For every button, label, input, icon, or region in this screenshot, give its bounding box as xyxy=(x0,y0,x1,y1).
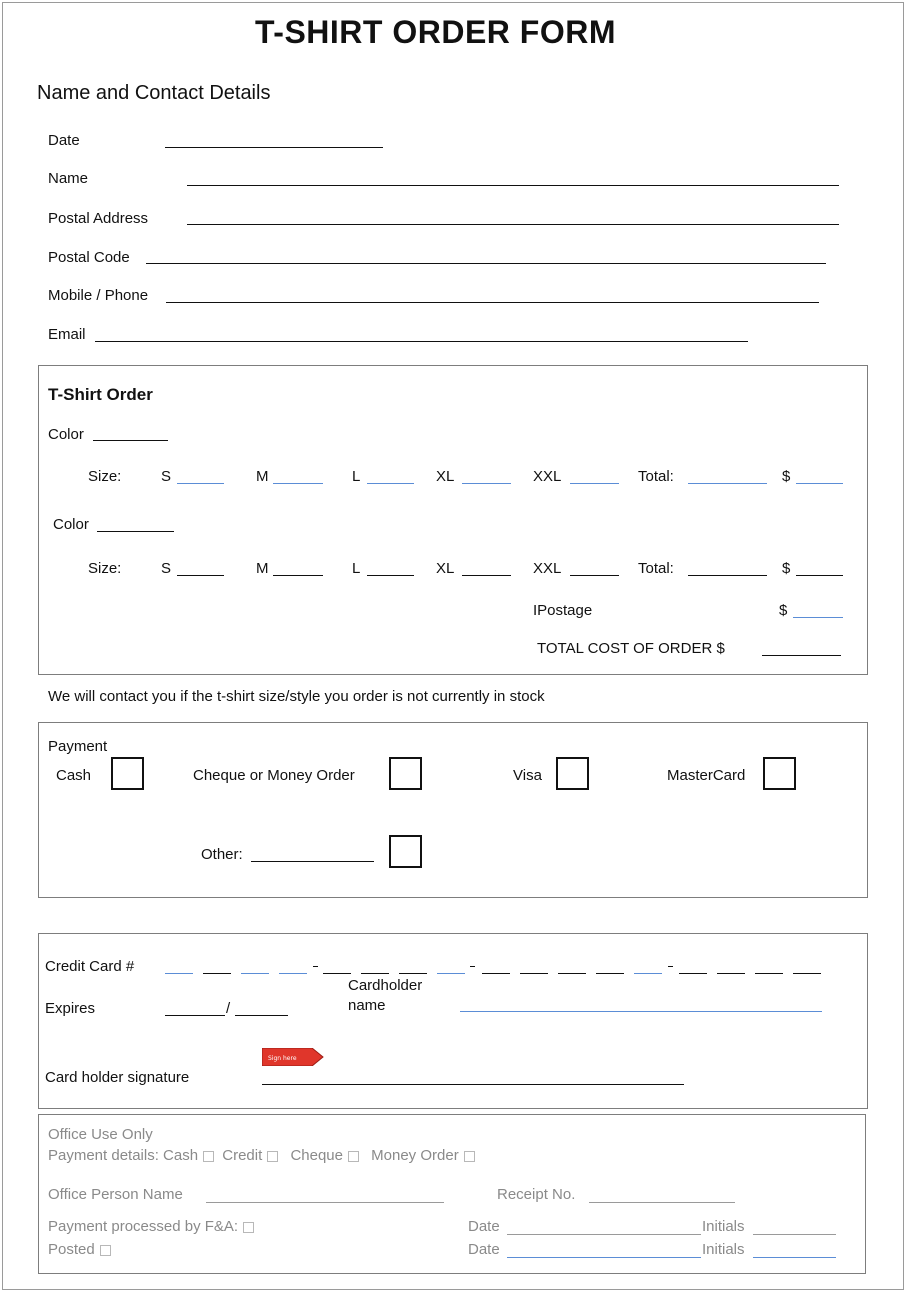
payment-heading: Payment xyxy=(48,738,108,755)
expires-slash: / xyxy=(226,1000,231,1017)
visa-label: Visa xyxy=(513,767,542,784)
name-field[interactable] xyxy=(187,185,839,186)
processed-label xyxy=(48,1218,254,1235)
processed-checkbox[interactable] xyxy=(243,1222,254,1233)
payment-section xyxy=(38,722,868,898)
postal-code-field[interactable] xyxy=(146,263,826,264)
email-field[interactable] xyxy=(95,341,748,342)
card-digit-field[interactable] xyxy=(717,973,745,974)
card-digit-field[interactable] xyxy=(323,973,351,974)
office-payment-details xyxy=(48,1147,475,1164)
form-title: T-SHIRT ORDER FORM xyxy=(255,14,616,50)
total-cost-field[interactable] xyxy=(762,655,841,656)
signature-label: Card holder signature xyxy=(45,1069,190,1086)
posted-text: Posted xyxy=(48,1241,95,1258)
mobile-phone-label: Mobile / Phone xyxy=(48,287,149,304)
total-field-2[interactable] xyxy=(688,575,767,576)
date-field[interactable] xyxy=(165,147,383,148)
postal-address-field[interactable] xyxy=(187,224,839,225)
office-cheque-label: Cheque xyxy=(290,1147,343,1164)
receipt-field[interactable] xyxy=(589,1202,735,1203)
size-l-label-1: L xyxy=(352,468,361,485)
size-l-field-1[interactable] xyxy=(367,483,414,484)
visa-checkbox[interactable] xyxy=(556,757,589,790)
size-l-field-2[interactable] xyxy=(367,575,414,576)
size-s-field-2[interactable] xyxy=(177,575,224,576)
size-xl-label-1: XL xyxy=(436,468,455,485)
tshirt-order-section xyxy=(38,365,868,675)
postage-field[interactable] xyxy=(793,617,843,618)
cheque-label: Cheque or Money Order xyxy=(193,767,355,784)
size-m-label-2: M xyxy=(256,560,269,577)
card-digit-field[interactable] xyxy=(165,973,193,974)
posted-label xyxy=(48,1241,111,1258)
total-field-1[interactable] xyxy=(688,483,767,484)
expires-year-field[interactable] xyxy=(235,1015,288,1016)
office-person-label: Office Person Name xyxy=(48,1186,183,1203)
contact-heading: Name and Contact Details xyxy=(37,82,271,104)
card-number-dash xyxy=(668,966,673,967)
name-label: Name xyxy=(48,170,89,187)
size-xl-field-1[interactable] xyxy=(462,483,511,484)
color-field-1[interactable] xyxy=(93,440,168,441)
posted-checkbox[interactable] xyxy=(100,1245,111,1256)
card-digit-field[interactable] xyxy=(279,973,307,974)
cardholder-name-label: Cardholder name xyxy=(348,977,423,1014)
mobile-phone-field[interactable] xyxy=(166,302,819,303)
card-digit-field[interactable] xyxy=(203,973,231,974)
card-digit-field[interactable] xyxy=(520,973,548,974)
card-number-dash xyxy=(470,966,475,967)
size-xl-field-2[interactable] xyxy=(462,575,511,576)
size-xxl-field-2[interactable] xyxy=(570,575,619,576)
card-digit-field[interactable] xyxy=(755,973,783,974)
email-label: Email xyxy=(48,326,86,343)
mastercard-checkbox[interactable] xyxy=(763,757,796,790)
receipt-label: Receipt No. xyxy=(497,1186,576,1203)
total-label-1: Total: xyxy=(638,468,674,485)
card-digit-field[interactable] xyxy=(399,973,427,974)
card-digit-field[interactable] xyxy=(679,973,707,974)
price-field-2[interactable] xyxy=(796,575,843,576)
card-digit-field[interactable] xyxy=(241,973,269,974)
office-cash-checkbox[interactable] xyxy=(203,1151,214,1162)
size-s-label-1: S xyxy=(161,468,172,485)
expires-month-field[interactable] xyxy=(165,1015,225,1016)
other-field[interactable] xyxy=(251,861,374,862)
posted-date-label: Date xyxy=(468,1241,500,1258)
posted-date-field[interactable] xyxy=(507,1257,701,1258)
card-digit-field[interactable] xyxy=(596,973,624,974)
size-label-2: Size: xyxy=(88,560,122,577)
processed-date-field[interactable] xyxy=(507,1234,701,1235)
size-xxl-field-1[interactable] xyxy=(570,483,619,484)
tshirt-order-heading: T-Shirt Order xyxy=(48,385,153,404)
postal-address-label: Postal Address xyxy=(48,210,149,227)
date-label: Date xyxy=(48,132,80,149)
office-cash-label: Payment details: Cash xyxy=(48,1147,199,1164)
other-label: Other: xyxy=(201,846,243,863)
dollar-label-2: $ xyxy=(782,560,791,577)
color-field-2[interactable] xyxy=(97,531,174,532)
office-person-field[interactable] xyxy=(206,1202,444,1203)
card-number-label: Credit Card # xyxy=(45,958,135,975)
cash-checkbox[interactable] xyxy=(111,757,144,790)
total-cost-label: TOTAL COST OF ORDER $ xyxy=(537,640,725,657)
size-xl-label-2: XL xyxy=(436,560,455,577)
card-digit-field[interactable] xyxy=(482,973,510,974)
card-digit-field[interactable] xyxy=(558,973,586,974)
processed-text: Payment processed by F&A: xyxy=(48,1218,239,1235)
postage-label: IPostage xyxy=(533,602,593,619)
card-digit-field[interactable] xyxy=(361,973,389,974)
office-money-order-label: Money Order xyxy=(371,1147,459,1164)
size-l-label-2: L xyxy=(352,560,361,577)
price-field-1[interactable] xyxy=(796,483,843,484)
office-cheque-checkbox[interactable] xyxy=(348,1151,359,1162)
expires-label: Expires xyxy=(45,1000,96,1017)
card-digit-field[interactable] xyxy=(634,973,662,974)
sign-here-tag-icon xyxy=(262,1048,324,1066)
office-credit-label: Credit xyxy=(222,1147,263,1164)
mastercard-label: MasterCard xyxy=(667,767,746,784)
size-label-1: Size: xyxy=(88,468,122,485)
cash-label: Cash xyxy=(56,767,92,784)
postage-dollar-label: $ xyxy=(779,602,788,619)
office-money-order-checkbox[interactable] xyxy=(464,1151,475,1162)
size-m-label-1: M xyxy=(256,468,269,485)
stock-note: We will contact you if the t-shirt size/style you order is not currently in stock xyxy=(48,688,545,705)
size-s-label-2: S xyxy=(161,560,172,577)
cheque-checkbox[interactable] xyxy=(389,757,422,790)
card-digit-field[interactable] xyxy=(793,973,821,974)
size-m-field-2[interactable] xyxy=(273,575,323,576)
card-digit-field[interactable] xyxy=(437,973,465,974)
posted-initials-field[interactable] xyxy=(753,1257,836,1258)
card-number-dash xyxy=(313,966,318,967)
color-label-1: Color xyxy=(48,426,84,443)
office-use-heading: Office Use Only xyxy=(48,1126,153,1143)
color-label-2: Color xyxy=(53,516,89,533)
size-s-field-1[interactable] xyxy=(177,483,224,484)
other-checkbox[interactable] xyxy=(389,835,422,868)
office-credit-checkbox[interactable] xyxy=(267,1151,278,1162)
processed-date-label: Date xyxy=(468,1218,500,1235)
signature-field[interactable] xyxy=(262,1084,684,1085)
cardholder-name-field[interactable] xyxy=(460,1011,822,1012)
size-xxl-label-1: XXL xyxy=(533,468,562,485)
size-xxl-label-2: XXL xyxy=(533,560,562,577)
processed-initials-label: Initials xyxy=(702,1218,745,1235)
size-m-field-1[interactable] xyxy=(273,483,323,484)
sign-here-text: Sign here xyxy=(268,1055,297,1062)
processed-initials-field[interactable] xyxy=(753,1234,836,1235)
posted-initials-label: Initials xyxy=(702,1241,745,1258)
dollar-label-1: $ xyxy=(782,468,791,485)
total-label-2: Total: xyxy=(638,560,674,577)
postal-code-label: Postal Code xyxy=(48,249,130,266)
